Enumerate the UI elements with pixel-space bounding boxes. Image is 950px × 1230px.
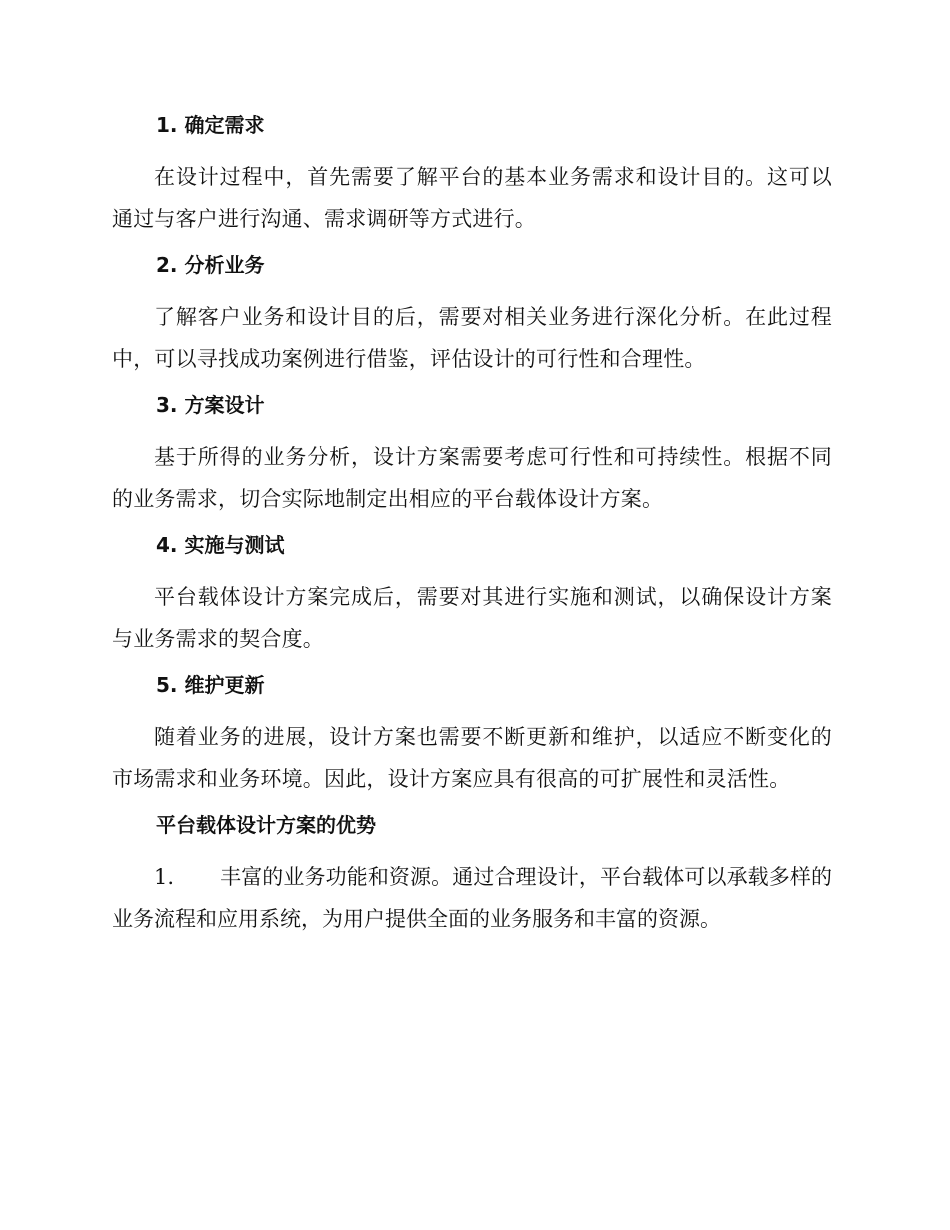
advantage-item-text: 丰富的业务功能和资源。通过合理设计，平台载体可以承载多样的业务流程和应用系统，为用户提供全面的业务服务和丰富的资源。 xyxy=(112,865,832,931)
section-heading-5: 5. 维护更新 xyxy=(156,673,265,697)
section-heading-4: 4. 实施与测试 xyxy=(156,533,285,557)
advantage-item-number: 1. xyxy=(154,865,175,889)
section-heading-1: 1. 确定需求 xyxy=(156,113,265,137)
section-body-3: 基于所得的业务分析，设计方案需要考虑可行性和可持续性。根据不同的业务需求，切合实际地制定出相应的平台载体设计方案。 xyxy=(112,445,832,511)
section-body-1: 在设计过程中，首先需要了解平台的基本业务需求和设计目的。这可以通过与客户进行沟通、需求调研等方式进行。 xyxy=(112,165,832,231)
section-body-4: 平台载体设计方案完成后，需要对其进行实施和测试，以确保设计方案与业务需求的契合度。 xyxy=(112,585,832,651)
advantages-heading: 平台载体设计方案的优势 xyxy=(156,813,376,837)
section-body-2: 了解客户业务和设计目的后，需要对相关业务进行深化分析。在此过程中，可以寻找成功案例进行借鉴，评估设计的可行性和合理性。 xyxy=(112,305,832,371)
advantage-item-1 xyxy=(112,856,832,940)
section-body-5: 随着业务的进展，设计方案也需要不断更新和维护，以适应不断变化的市场需求和业务环境。因此，设计方案应具有很高的可扩展性和灵活性。 xyxy=(112,725,832,791)
section-heading-2: 2. 分析业务 xyxy=(156,253,265,277)
section-heading-3: 3. 方案设计 xyxy=(156,393,265,417)
